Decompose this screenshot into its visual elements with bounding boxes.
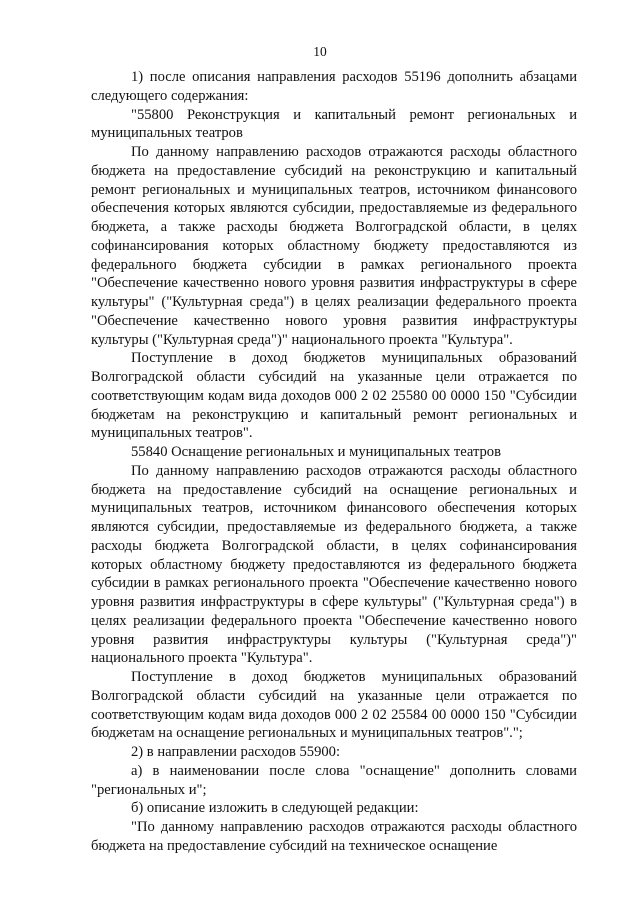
paragraph-amendment-2: 2) в направлении расходов 55900: (131, 744, 341, 760)
document-body (91, 68, 577, 856)
paragraph-heading-55800: "55800 Реконструкция и капитальный ремонт региональных и муниципальных театров (91, 106, 577, 142)
paragraph-55800-description: По данному направлению расходов отражаются расходы областного бюджета на предоставление субсидий на реконструкцию и капитальный ремонт региональных и муниципальных театров, источником финансового обеспечения которых являются субсидии, предоставляемые из федерального бюджета, а также расходы бюджета Волгоградской области, в целях софинансирования которых областному бюджету предоставляются из федерального бюджета субсидии в рамках регионального проекта "Обеспечение качественно нового уровня развития инфраструктуры в сфере культуры" ("Культурная среда") в целях реализации федерального проекта "Обеспечение качественно нового уровня развития инфраструктуры культуры ("Культурная среда")" национального проекта "Культура". (91, 144, 577, 348)
paragraph-55800-revenue: Поступление в доход бюджетов муниципальных образований Волгоградской области субсидий на указанные цели отражается по соответствующим кодам вида доходов 000 2 02 25580 00 0000 150 "Субсидии бюджетам на реконструкцию и капитальный ремонт региональных и муниципальных театров". (91, 350, 577, 442)
paragraph-55840-revenue: Поступление в доход бюджетов муниципальных образований Волгоградской области субсидий на указанные цели отражается по соответствующим кодам вида доходов 000 2 02 25584 00 0000 150 "Субсидии бюджетам на оснащение региональных и муниципальных театров"."; (91, 669, 577, 742)
paragraph-heading-55840: 55840 Оснащение региональных и муниципальных театров (131, 444, 501, 460)
paragraph-55900-description: "По данному направлению расходов отражаются расходы областного бюджета на предоставление субсидий на техническое оснащение (91, 819, 577, 854)
page-number: 10 (313, 44, 327, 59)
paragraph-amendment-2a: а) в наименовании после слова "оснащение" дополнить словами "региональных и"; (91, 762, 577, 798)
paragraph-amendment-2b: б) описание изложить в следующей редакции: (131, 800, 419, 817)
paragraph-55840-description: По данному направлению расходов отражаются расходы областного бюджета на предоставление субсидий на оснащение региональных и муниципальных театров, источником финансового обеспечения которых являются субсидии, предоставляемые из федерального бюджета, а также расходы бюджета Волгоградской области, в целях софинансирования которых областному бюджету предоставляются из федерального бюджета субсидии в рамках регионального проекта "Обеспечение качественно нового уровня развития инфраструктуры в сфере культуры" ("Культурная среда") в целях реализации федерального проекта "Обеспечение качественно нового уровня развития инфраструктуры культуры ("Культурная среда")" национального проекта "Культура". (91, 462, 577, 667)
paragraph-amendment-1: 1) после описания направления расходов 55196 дополнить абзацами следующего содержания: (91, 69, 577, 104)
